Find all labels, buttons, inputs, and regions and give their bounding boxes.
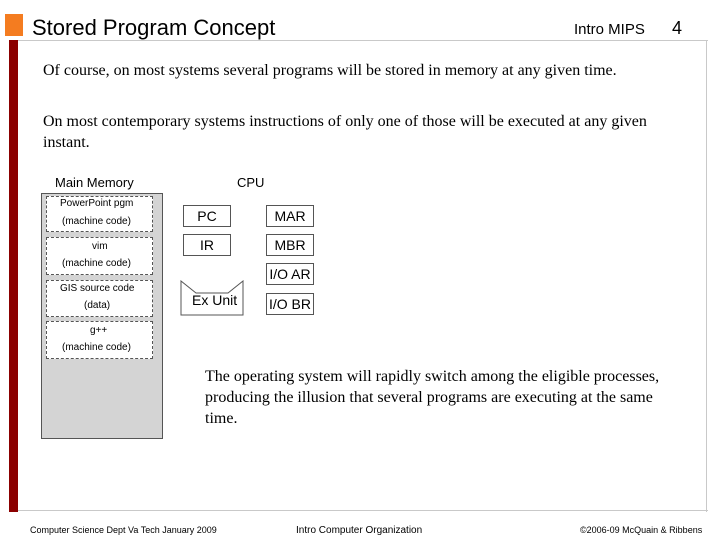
slide-title: Stored Program Concept: [32, 15, 276, 40]
accent-square: [5, 14, 23, 36]
register-pc: PC: [183, 205, 231, 227]
segment-label: vim: [92, 241, 108, 252]
section-title: Intro MIPS: [574, 21, 645, 38]
main-memory-label: Main Memory: [55, 175, 134, 190]
execution-unit-label: Ex Unit: [192, 292, 238, 308]
segment-label: GIS source code: [60, 283, 135, 294]
slide-number: 4: [672, 18, 683, 38]
register-io-ar: I/O AR: [266, 263, 314, 285]
footer-center: Intro Computer Organization: [296, 525, 423, 536]
cpu-label: CPU: [237, 175, 265, 190]
segment-sublabel: (machine code): [62, 342, 131, 353]
segment-label: g++: [90, 325, 108, 336]
footer-right: ©2006-09 McQuain & Ribbens: [580, 525, 703, 535]
segment-sublabel: (machine code): [62, 258, 131, 269]
frame-right-line: [706, 40, 707, 512]
paragraph-3: The operating system will rapidly switch among the eligible processes, producing the illusion that several programs are executing at the same time.: [205, 368, 660, 427]
frame-top-line: [18, 40, 708, 41]
segment-sublabel: (data): [84, 300, 111, 311]
register-mbr: MBR: [266, 234, 314, 256]
paragraph-1: Of course, on most systems several programs will be stored in memory at any given time.: [43, 62, 617, 79]
register-ir: IR: [183, 234, 231, 256]
frame-bottom-line: [18, 510, 708, 511]
segment-sublabel: (machine code): [62, 216, 131, 227]
register-io-br: I/O BR: [266, 293, 314, 315]
segment-label: PowerPoint pgm: [60, 198, 134, 209]
paragraph-2: On most contemporary systems instructions of only one of those will be executed at any given instant.: [43, 113, 647, 151]
footer-left: Computer Science Dept Va Tech January 2009: [30, 525, 217, 535]
sidebar-bar: [9, 40, 18, 512]
register-mar: MAR: [266, 205, 314, 227]
